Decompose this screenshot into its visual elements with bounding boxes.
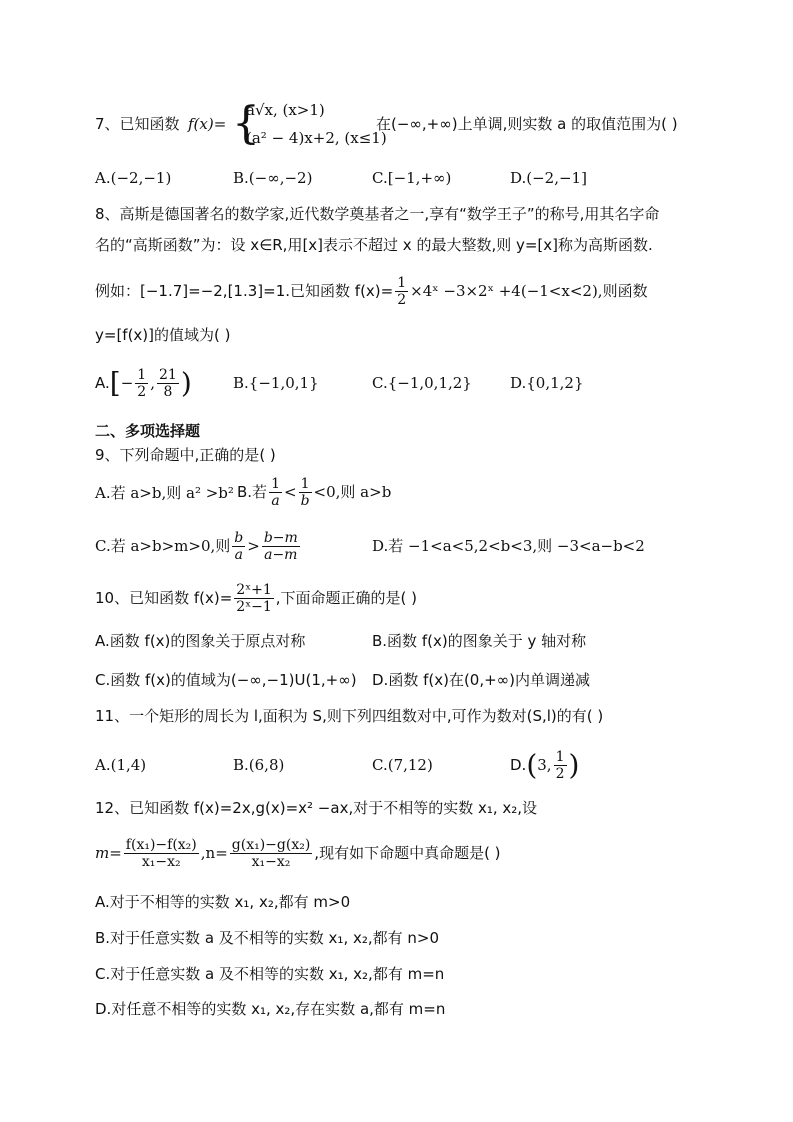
q12-n-num: g(x₁)−g(x₂) — [231, 837, 311, 853]
q8-option-a: A.[− $\frac{1}{2}$ , $\frac{21}{8}$ ) — [95, 366, 192, 400]
q11-option-a: A.(1,4) — [95, 756, 147, 774]
q8-frac-num: 1 — [397, 275, 407, 291]
q12-line1: 12、已知函数 f(x)=2x,g(x)=x² −ax,对于不相等的实数 x₁, x₂,设 — [95, 799, 538, 817]
q9-option-c-pre: C.若 a>b>m>0,则 — [95, 537, 231, 555]
q8-line2: 名的“高斯函数”为：设 x∈R,用[x]表示不超过 x 的最大整数,则 y=[x]称为高斯函数. — [95, 236, 653, 254]
q12-m-den: x₁−x₂ — [141, 854, 181, 870]
q7-option-a: A.(−2,−1) — [95, 169, 172, 187]
q11-stem: 11、一个矩形的周长为 l,面积为 S,则下列四组数对中,可作为数对(S,l)的有( ) — [95, 707, 604, 725]
q11-option-d: D.(3, $\frac{1}{2}$ ) — [510, 748, 580, 782]
q8-line4: y=[f(x)]的值域为( ) — [95, 326, 231, 344]
q12-line2-post: ,现有如下命题中真命题是( ) — [314, 844, 501, 862]
q11-option-d-label: D. — [510, 756, 527, 774]
q10-den: 2ˣ−1 — [236, 599, 272, 615]
q11-option-c: C.(7,12) — [372, 756, 433, 774]
q7-case1: a√x, (x>1) — [246, 101, 325, 119]
q11-option-d-den: 2 — [555, 766, 565, 782]
q12-n-den: x₁−x₂ — [251, 854, 291, 870]
q8-option-a-label: A. — [95, 374, 110, 392]
q10-option-c: C.函数 f(x)的值域为(−∞,−1)U(1,+∞) — [95, 671, 357, 689]
q9-option-a: A.若 a>b,则 a² >b² — [95, 484, 234, 502]
q8-option-b: B.{−1,0,1} — [233, 374, 319, 392]
q12-m-num: f(x₁)−f(x₂) — [125, 837, 197, 853]
q8-line1: 8、高斯是德国著名的数学家,近代数学奠基者之一,享有“数学王子”的称号,用其名字命 — [95, 205, 660, 223]
q9-stem: 9、下列命题中,正确的是( ) — [95, 446, 276, 464]
q8-opta-d1: 2 — [137, 384, 147, 400]
q12-option-d: D.对任意不相等的实数 x₁, x₂,存在实数 a,都有 m=n — [95, 1000, 446, 1018]
q7-stem: 在(−∞,+∞)上单调,则实数 a 的取值范围为( ) — [376, 115, 678, 133]
q9-option-b: B.若 $\frac{1}{a}$ < $\frac{1}{b}$ <0,则 a>b — [237, 476, 392, 509]
q10-post: ,下面命题正确的是( ) — [275, 589, 418, 607]
q12-option-a: A.对于不相等的实数 x₁, x₂,都有 m>0 — [95, 893, 351, 911]
q9-option-b-post: <0,则 a>b — [313, 483, 392, 501]
q11-option-d-a: 3, — [537, 756, 552, 774]
q8-frac-den: 2 — [397, 292, 407, 308]
q12-line2 — [95, 833, 501, 873]
q10-pre: 10、已知函数 f(x)= — [95, 589, 233, 607]
q10-num: 2ˣ+1 — [236, 582, 272, 598]
q7-fx: f(x)= — [188, 115, 227, 133]
q9-option-c: C.若 a>b>m>0,则 $\frac{b}{a}$ > $\frac{b-m}{a-m}$ — [95, 530, 298, 563]
q7-option-d: D.(−2,−1] — [510, 169, 587, 187]
q10-stem — [95, 578, 417, 618]
q11-option-d-num: 1 — [555, 749, 565, 765]
q7-option-b: B.(−∞,−2) — [233, 169, 313, 187]
q12-m-pre: m= — [95, 844, 122, 862]
q8-line3-b: ×4ˣ −3×2ˣ +4(−1<x<2),则函数 — [410, 282, 648, 300]
q8-line3 — [95, 274, 648, 308]
q7-case2: (a² − 4)x+2, (x≤1) — [246, 129, 387, 147]
q11-option-b: B.(6,8) — [233, 756, 285, 774]
q8-line3-a: 例如：[−1.7]=−2,[1.3]=1.已知函数 f(x)= — [95, 282, 394, 300]
q8-opta-d2: 8 — [163, 384, 173, 400]
q8-opta-n2: 21 — [158, 367, 177, 383]
q10-option-b: B.函数 f(x)的图象关于 y 轴对称 — [372, 632, 587, 650]
q9-option-b-pre: B.若 — [237, 483, 268, 501]
q7-option-c: C.[−1,+∞) — [372, 169, 452, 187]
q10-option-a: A.函数 f(x)的图象关于原点对称 — [95, 632, 306, 650]
q9-option-d: D.若 −1<a<5,2<b<3,则 −3<a−b<2 — [372, 537, 645, 555]
q7-brace: { — [232, 98, 260, 149]
q12-option-b: B.对于任意实数 a 及不相等的实数 x₁, x₂,都有 n>0 — [95, 929, 440, 947]
q8-option-d: D.{0,1,2} — [510, 374, 584, 392]
q8-fraction — [395, 275, 408, 308]
q7-prefix: 7、已知函数 — [95, 115, 180, 133]
q8-opta-n1: 1 — [137, 367, 147, 383]
q12-n-pre: ,n= — [200, 844, 228, 862]
section-heading: 二、多项选择题 — [95, 422, 201, 440]
q12-option-c: C.对于任意实数 a 及不相等的实数 x₁, x₂,都有 m=n — [95, 965, 445, 983]
q10-option-d: D.函数 f(x)在(0,+∞)内单调递减 — [372, 671, 591, 689]
q8-option-c: C.{−1,0,1,2} — [372, 374, 472, 392]
